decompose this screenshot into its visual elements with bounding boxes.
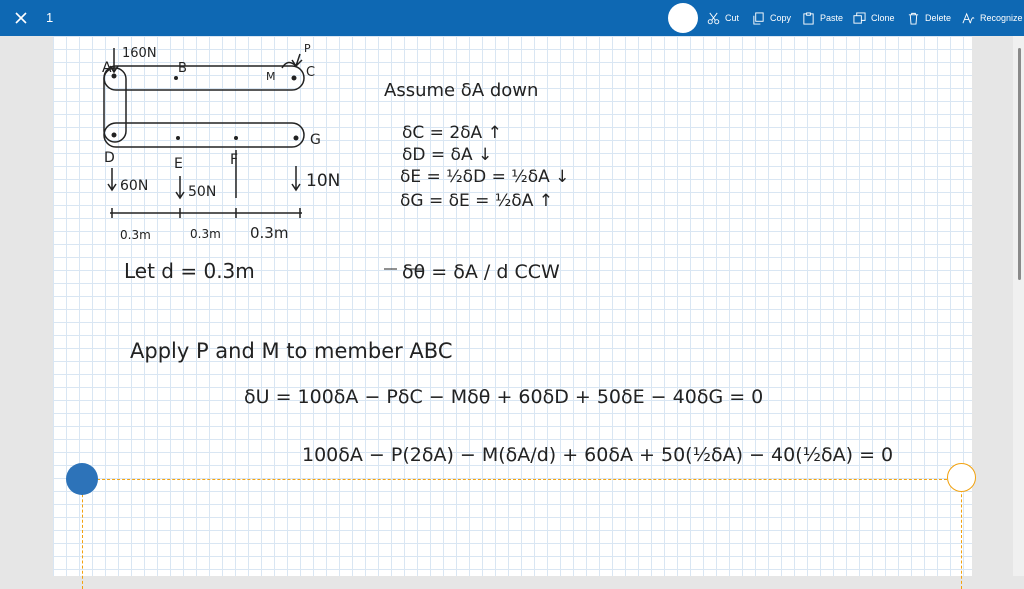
arrow-e <box>176 176 184 198</box>
eq-delta-c: δC = 2δA ↑ <box>402 123 502 143</box>
eq-delta-g: δG = δE = ½δA ↑ <box>400 191 553 211</box>
dimension-3: 0.3m <box>250 224 289 242</box>
arrow-d <box>108 168 116 190</box>
eq-delta-d: δD = δA ↓ <box>402 145 493 165</box>
let-line: Let d = 0.3m <box>124 259 255 283</box>
label-g: G <box>310 132 321 148</box>
assume-line: Assume δA down <box>384 80 539 101</box>
link-ad <box>104 68 126 142</box>
beam-pins <box>112 74 299 141</box>
label-e: E <box>174 156 183 172</box>
selection-handle-right[interactable] <box>947 463 976 492</box>
cut-label: Cut <box>725 13 740 23</box>
recognize-label: Recognize <box>980 13 1023 23</box>
label-c: C <box>306 65 316 80</box>
selection-handle-left[interactable] <box>66 463 98 495</box>
expanded-equation: 100δA − P(2δA) − M(δA/d) + 60δA + 50(½δA) − 40(½δA) = 0 <box>302 444 894 466</box>
copy-label: Copy <box>770 13 792 23</box>
page-number: 1 <box>46 10 54 25</box>
moment-curl <box>282 62 296 68</box>
delete-label: Delete <box>925 13 952 23</box>
dimension-2: 0.3m <box>190 227 221 241</box>
label-d: D <box>104 150 115 166</box>
force-g: 10N <box>306 171 341 191</box>
clone-label: Clone <box>871 13 895 23</box>
virtual-work-equation: δU = 100δA − PδC − Mδθ + 60δD + 50δE − 40δG = 0 <box>244 386 764 408</box>
label-a: A <box>102 60 112 76</box>
force-e: 50N <box>188 184 217 200</box>
arrow-g <box>292 166 300 190</box>
dimension-1: 0.3m <box>120 228 151 242</box>
label-p: P <box>304 42 311 55</box>
lasso-selection-box[interactable] <box>82 479 962 589</box>
label-f: F <box>230 152 239 168</box>
moment-label: M <box>266 70 276 83</box>
label-b: B <box>178 61 187 76</box>
force-top-a: 160N <box>122 46 157 61</box>
paste-label: Paste <box>820 13 844 23</box>
force-d: 60N <box>120 178 149 194</box>
eq-delta-e: δE = ½δD = ½δA ↓ <box>400 167 570 187</box>
apply-line: Apply P and M to member ABC <box>130 339 453 363</box>
member-dg <box>104 123 304 147</box>
eq-delta-theta: δθ = δA / d CCW <box>402 261 560 283</box>
dimension-line <box>110 208 302 218</box>
